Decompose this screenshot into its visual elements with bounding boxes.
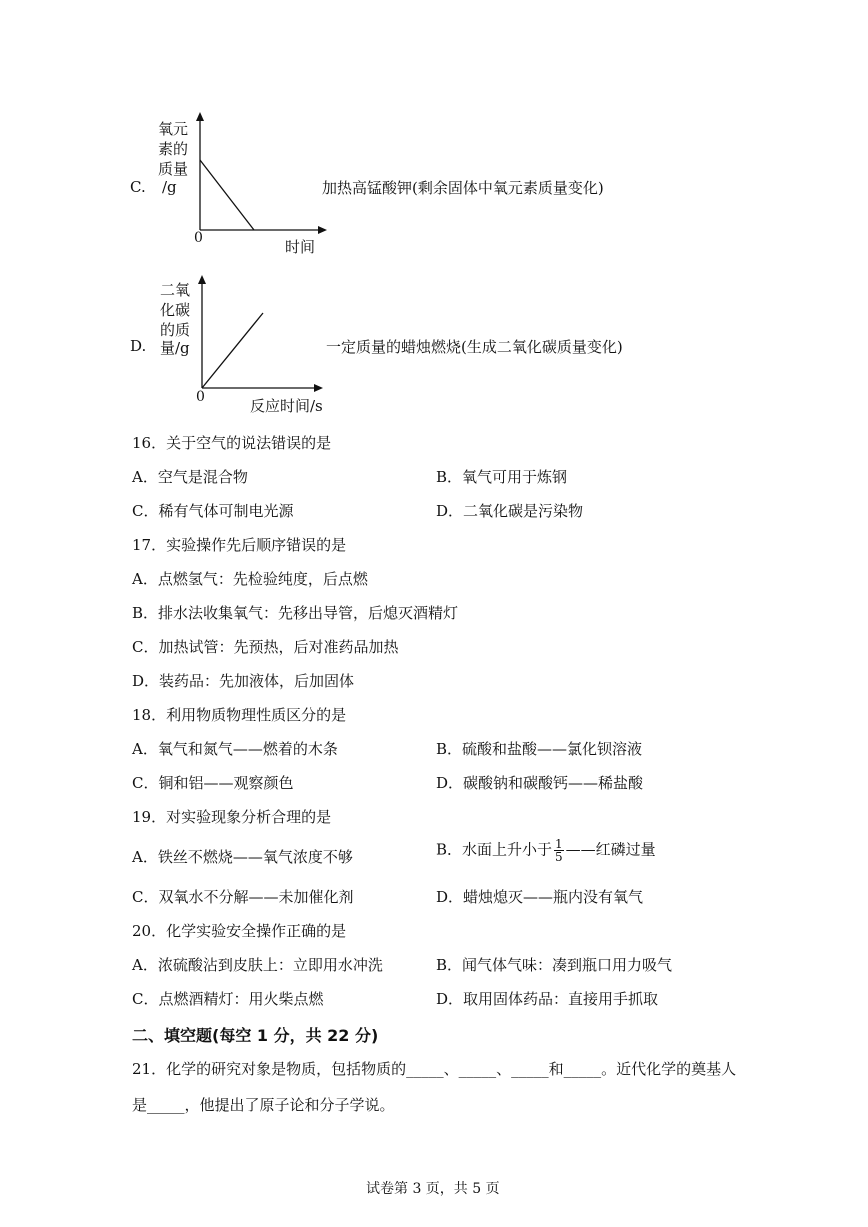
q17-option-c: C．加热试管：先预热，后对准药品加热	[132, 638, 399, 656]
q17-option-b: B．排水法收集氧气：先移出导管，后熄灭酒精灯	[132, 604, 459, 622]
graph-d-y-arrow	[198, 275, 206, 284]
graph-d-label: D.	[130, 337, 147, 355]
graph-d-ylabel-4: 量/g	[160, 339, 190, 357]
graph-c-ylabel-1: 氧元	[158, 120, 189, 138]
q20-option-c: C．点燃酒精灯：用火柴点燃	[132, 990, 324, 1008]
q20-stem: 20．化学实验安全操作正确的是	[132, 922, 347, 940]
q19-option-b-suffix: ——红磷过量	[565, 840, 656, 859]
graph-c-axes	[190, 112, 330, 237]
graph-c-line	[200, 160, 254, 230]
q18-option-b: B．硫酸和盐酸——氯化钡溶液	[436, 740, 643, 758]
fraction	[554, 838, 564, 863]
q18-option-d: D．碳酸钠和碳酸钙——稀盐酸	[436, 774, 644, 792]
graph-d-description: 一定质量的蜡烛燃烧(生成二氧化碳质量变化)	[326, 338, 623, 356]
graph-c-y-arrow	[196, 112, 204, 121]
graph-c-x-arrow	[318, 226, 327, 234]
q19-option-a: A．铁丝不燃烧——氧气浓度不够	[132, 848, 353, 866]
q16-option-b: B．氧气可用于炼钢	[436, 468, 568, 486]
graph-c-ylabel-4: /g	[162, 178, 177, 196]
graph-d	[130, 275, 350, 415]
graph-c-ylabel-3: 质量	[158, 160, 189, 178]
q19-stem: 19．对实验现象分析合理的是	[132, 808, 332, 826]
graph-d-x-arrow	[314, 384, 323, 392]
q20-option-b: B．闻气体气味：凑到瓶口用力吸气	[436, 956, 673, 974]
graph-c-label: C.	[130, 178, 146, 196]
graph-d-ylabel-2: 化碳	[160, 301, 191, 319]
q16-stem: 16．关于空气的说法错误的是	[132, 434, 332, 452]
q19-option-d: D．蜡烛熄灭——瓶内没有氧气	[436, 888, 644, 906]
graph-c-origin: 0	[194, 230, 203, 246]
graph-c-xlabel: 时间	[285, 238, 316, 256]
q18-option-a: A．氧气和氮气——燃着的木条	[132, 740, 338, 758]
graph-d-line	[202, 313, 263, 388]
graph-d-ylabel-1: 二氧	[160, 281, 191, 299]
q19-option-b	[436, 838, 656, 863]
q21-line-2: 是_____，他提出了原子论和分子学说。	[132, 1096, 395, 1114]
q16-option-a: A．空气是混合物	[132, 468, 248, 486]
q17-stem: 17．实验操作先后顺序错误的是	[132, 536, 347, 554]
q19-option-c: C．双氧水不分解——未加催化剂	[132, 888, 354, 906]
graph-d-xlabel: 反应时间/s	[250, 397, 323, 415]
q16-option-c: C．稀有气体可制电光源	[132, 502, 294, 520]
graph-c-ylabel-2: 素的	[158, 140, 189, 158]
q17-option-a: A．点燃氢气：先检验纯度，后点燃	[132, 570, 368, 588]
q20-option-a: A．浓硫酸沾到皮肤上：立即用水冲洗	[132, 956, 383, 974]
q20-option-d: D．取用固体药品：直接用手抓取	[436, 990, 659, 1008]
fraction-denominator: 5	[555, 850, 563, 864]
q17-option-d: D．装药品：先加液体，后加固体	[132, 672, 355, 690]
q19-option-b-text: B．水面上升小于	[436, 840, 553, 859]
graph-c	[130, 112, 350, 257]
graph-d-ylabel-3: 的质	[160, 321, 191, 339]
page-footer: 试卷第 3 页，共 5 页	[366, 1181, 500, 1197]
q18-option-c: C．铜和铝——观察颜色	[132, 774, 294, 792]
graph-d-origin: 0	[196, 389, 205, 405]
q18-stem: 18．利用物质物理性质区分的是	[132, 706, 347, 724]
section-title: 二、填空题(每空 1 分，共 22 分)	[132, 1026, 379, 1045]
graph-d-axes	[192, 275, 332, 395]
fraction-numerator: 1	[555, 837, 563, 851]
q21-line-1: 21．化学的研究对象是物质，包括物质的_____、_____、_____和_____。近代化学的奠基人	[132, 1060, 737, 1078]
q16-option-d: D．二氧化碳是污染物	[436, 502, 584, 520]
graph-c-description: 加热高锰酸钾(剩余固体中氧元素质量变化)	[322, 179, 604, 197]
